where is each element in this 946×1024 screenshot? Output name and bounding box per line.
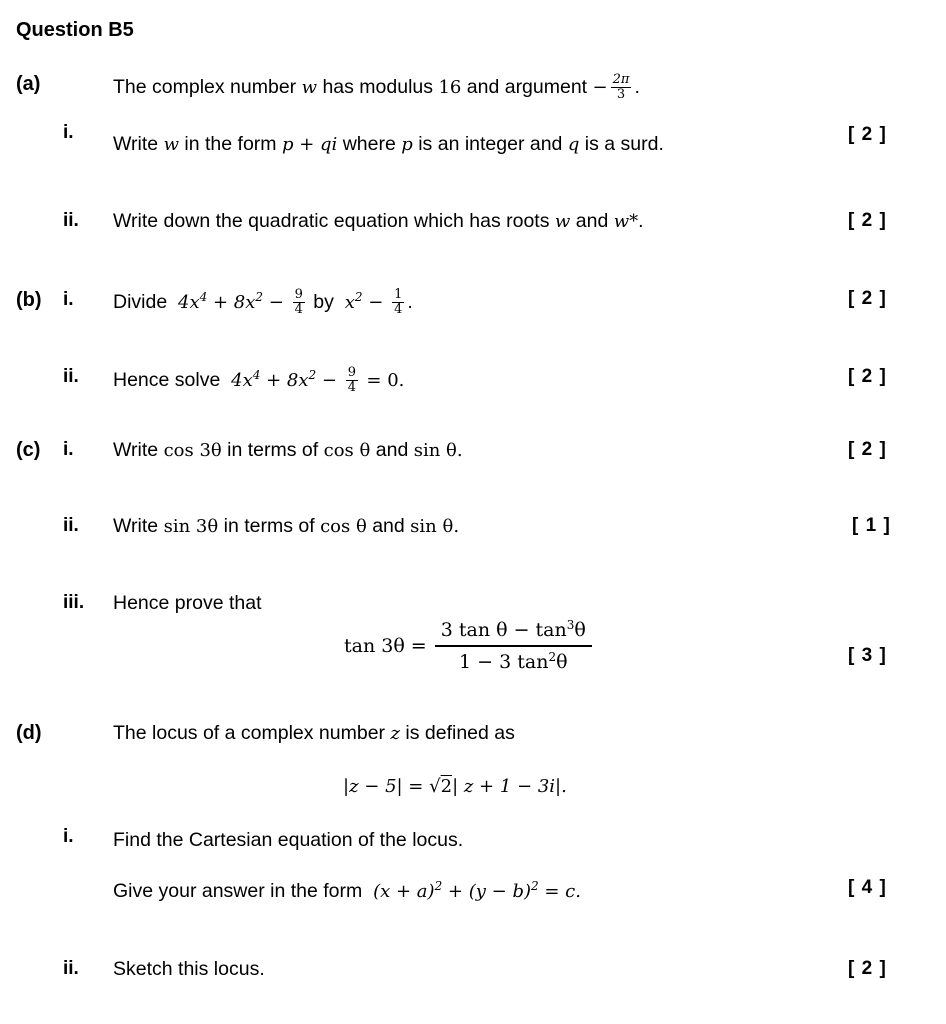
tan-identity-equation: tan 3θ = $\frac{3 \tan \theta - \tan^3\theta}{1 - 3 \tan^2\theta}$ [344,618,592,674]
part-c-iii-marks: [ 3 ] [848,645,887,666]
question-title: Question B5 [16,19,134,41]
part-a-label: (a) [16,73,41,95]
part-d-ii-label: ii. [63,958,79,979]
part-b-i-label: i. [63,289,74,310]
part-d-i-form-text: Give your answer in the form $(x + a)^2 + (y - b)^2 = c$. [113,879,581,902]
part-b-i-text: Divide $4x^4 + 8x^2$ − $\frac{9}{4}$ by $x^2$ − $\frac{1}{4}$ . [113,287,413,318]
part-d-ii-marks: [ 2 ] [848,958,887,979]
part-d-i-marks: [ 4 ] [848,877,887,898]
part-a-i-text: Write w in the form p + qi where p is an integer and q is a surd. [113,133,664,155]
part-b-ii-text: Hence solve $4x^4 + 8x^2$ − $\frac{9}{4}$ = 0. [113,365,405,396]
part-a-ii-text: Write down the quadratic equation which has roots w and w*. [113,210,644,232]
part-d-intro: The locus of a complex number z is defined as [113,722,515,744]
part-d-i-label: i. [63,826,74,847]
part-c-i-text: Write cos 3θ in terms of cos θ and sin θ. [113,439,463,461]
part-c-label: (c) [16,439,41,461]
part-b-label: (b) [16,289,42,311]
part-d-label: (d) [16,722,42,744]
part-a-intro: The complex number w has modulus 16 and argument − $\frac{2\pi}{3}$ . [113,72,640,103]
part-d-i-text: Find the Cartesian equation of the locus. [113,829,464,851]
part-b-ii-label: ii. [63,366,79,387]
part-c-ii-label: ii. [63,515,79,536]
part-b-i-marks: [ 2 ] [848,288,887,309]
part-c-iii-label: iii. [63,592,85,613]
part-c-ii-text: Write sin 3θ in terms of cos θ and sin θ. [113,515,460,537]
part-d-ii-text: Sketch this locus. [113,958,265,980]
argument-fraction: $\frac{2\pi}{3}$ [612,72,630,103]
part-c-iii-text: Hence prove that [113,592,262,614]
part-a-ii-label: ii. [63,210,79,231]
part-c-i-label: i. [63,439,74,460]
part-c-ii-marks: [ 1 ] [852,515,891,536]
part-a-ii-marks: [ 2 ] [848,210,887,231]
part-b-ii-marks: [ 2 ] [848,366,887,387]
part-a-i-label: i. [63,122,74,143]
part-a-i-marks: [ 2 ] [848,124,887,145]
part-c-i-marks: [ 2 ] [848,439,887,460]
locus-equation: |z − 5| = √2| z + 1 − 3i|. [343,776,567,797]
